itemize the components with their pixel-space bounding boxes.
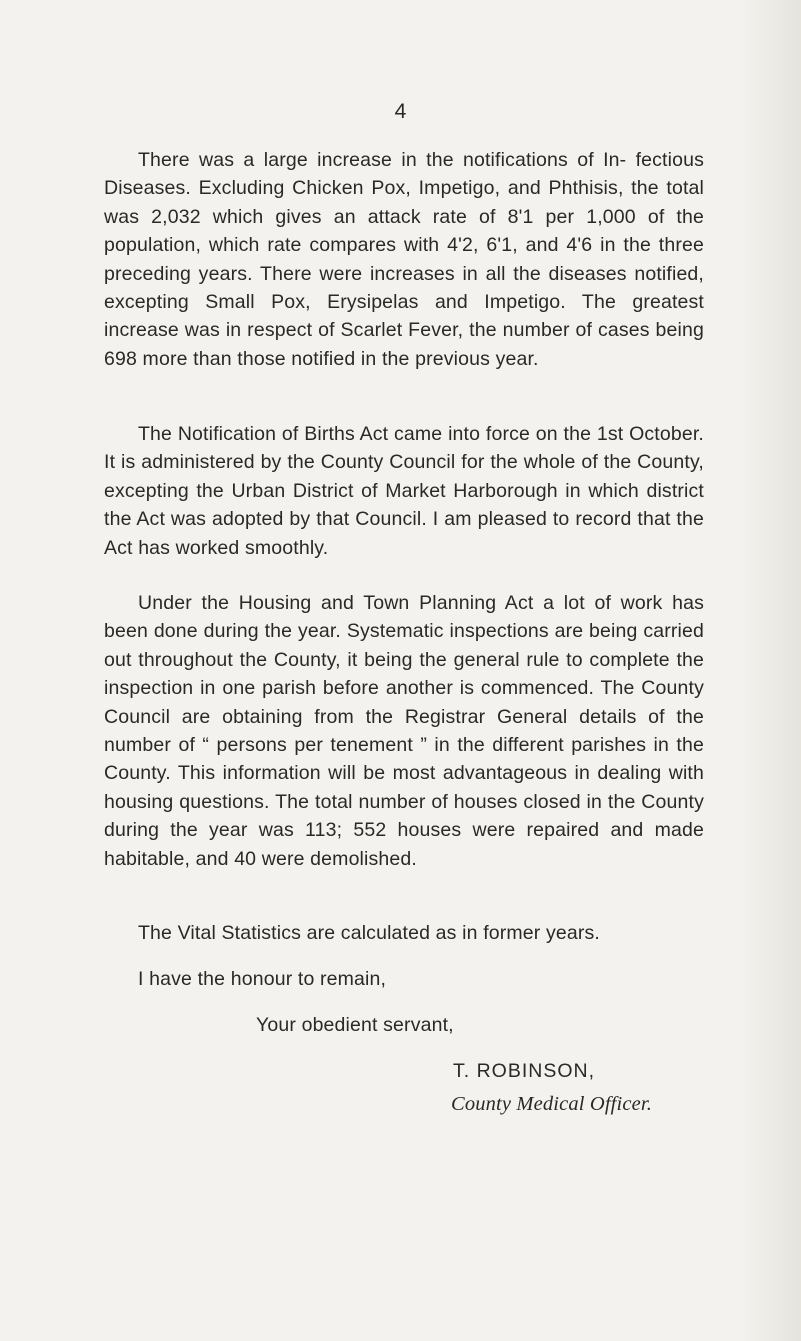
- paragraph-text: The Notification of Births Act came into force on the 1st October. It is administered by the County Council for the whole of the County, excepting the Urban District of Market Harborough in which district the Act was adopted by that Council. I am pleased to record that the Act has worked smoothly.: [104, 423, 704, 559]
- paragraph-text: There was a large increase in the notifications of In- fectious Diseases. Excluding Chicken Pox, Impetigo, and Phthisis, the total was 2,032 which gives an attack rate of 8'1 per 1,000 of the population, which rate compares with 4'2, 6'1, and 4'6 in the three preceding years. There were increases in all the diseases notified, excepting Small Pox, Erysipelas and Impetigo. The greatest increase was in respect of Scarlet Fever, the number of cases being 698 more than those notified in the previous year.: [104, 149, 704, 370]
- signature-title: County Medical Officer.: [451, 1093, 653, 1115]
- valediction: Your obedient servant,: [256, 1014, 454, 1036]
- page-edge-shadow: [741, 0, 801, 1341]
- paragraph-housing-town-planning: [104, 589, 704, 873]
- paragraph-vital-statistics: The Vital Statistics are calculated as in former years.: [138, 922, 600, 944]
- page-number: 4: [394, 100, 407, 123]
- closing-line: I have the honour to remain,: [138, 968, 387, 990]
- paragraph-infectious-diseases: [104, 146, 704, 373]
- paragraph-text: Under the Housing and Town Planning Act a lot of work has been done during the year. Systematic inspections are being carried out throughout the County, it being the general rule to complete the inspection in one parish before another is commenced. The County Council are obtaining from the Registrar General details of the number of “ persons per tenement ” in the different parishes in the County. This information will be most advantageous in dealing with housing questions. The total number of houses closed in the County during the year was 113; 552 houses were repaired and made habitable, and 40 were demolished.: [104, 592, 704, 870]
- signature-name: T. ROBINSON,: [453, 1060, 596, 1082]
- paragraph-notification-of-births: [104, 420, 704, 562]
